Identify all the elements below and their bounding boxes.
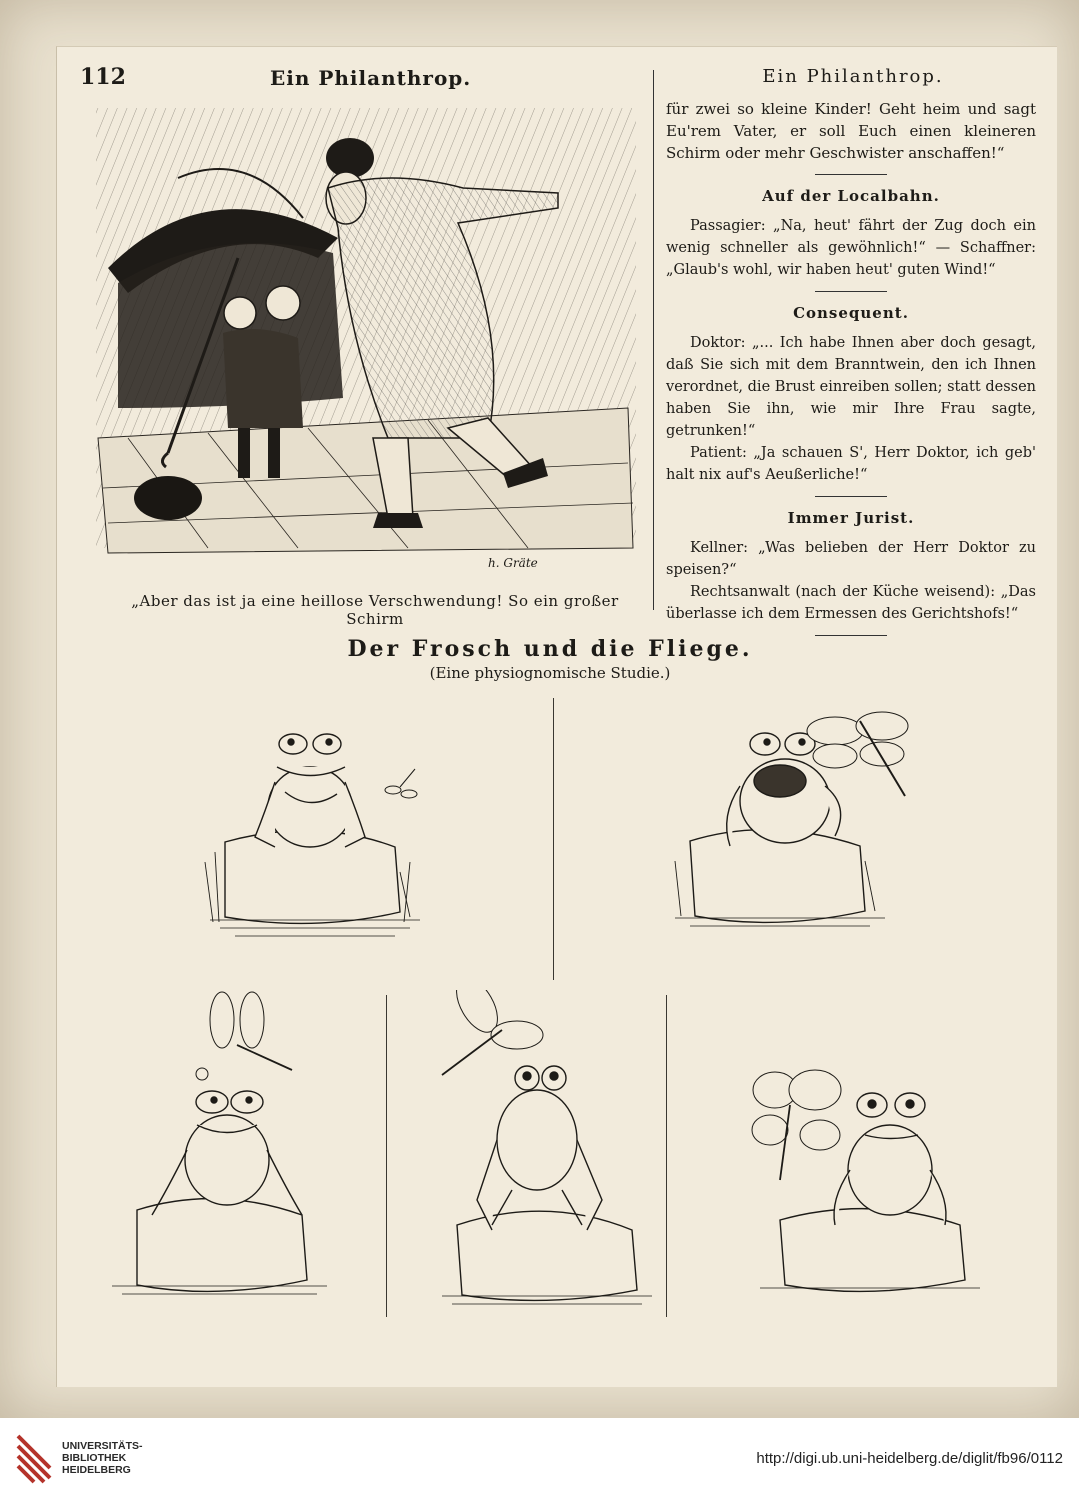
consequent-paragraph-patient: Patient: „Ja schauen S', Herr Doktor, ich geb' halt nix auf's Aeußerliche!“ [666, 445, 1036, 483]
frog-calm-drawing [195, 722, 435, 962]
page-number: 112 [80, 64, 126, 90]
section-rule [815, 496, 887, 497]
frog-watching-drawing [92, 990, 342, 1310]
panel-divider-top [553, 698, 554, 980]
frog-open-mouth-drawing [660, 686, 920, 946]
panel-divider-bottom-left [386, 995, 387, 1317]
continuation-text: für zwei so kleine Kinder! Geht heim und sagt Eu'rem Vater, er soll Euch einen kleineren Schirm oder mehr Geschwister anschaffen!“ [666, 100, 1036, 162]
localbahn-paragraph: Passagier: „Na, heut' fährt der Zug doch ein wenig schneller als gewöhnlich!“ — Schaffner: „Glaub's wohl, wir haben heut' guten Wind!“ [666, 218, 1036, 278]
jurist-paragraph-kellner: Kellner: „Was belieben der Herr Doktor zu speisen?“ [666, 540, 1036, 578]
dragonfly-overhead [196, 992, 292, 1080]
logo-line-2: BIBLIOTHEK [62, 1452, 127, 1464]
section-heading-consequent: Consequent. [793, 304, 909, 322]
jurist-paragraph-rechtsanwalt: Rechtsanwalt (nach der Küche weisend): „Das überlasse ich dem Ermessen des Gerichtshofs!“ [666, 584, 1036, 622]
source-url[interactable]: http://digi.ub.uni-heidelberg.de/diglit/fb96/0112 [756, 1450, 1063, 1467]
library-footer [0, 1418, 1079, 1498]
panel-divider-bottom-right [666, 995, 667, 1317]
frog-panel-4 [432, 990, 662, 1314]
section-rule [815, 291, 887, 292]
frog-looking-up-drawing [432, 990, 662, 1310]
column-divider [653, 70, 654, 610]
artist-signature: h. Gräte [488, 556, 538, 570]
umbrella-scene-drawing [88, 108, 640, 578]
section-heading-localbahn: Auf der Localbahn. [762, 187, 940, 205]
library-logo-text [62, 1440, 143, 1476]
small-fly [385, 769, 417, 798]
frog-panel-1 [195, 722, 435, 966]
frog-section-subtitle: (Eine physiognomische Studie.) [429, 664, 671, 682]
dragonfly-beside [752, 1070, 841, 1180]
section-heading-jurist: Immer Jurist. [787, 509, 915, 527]
frog-panel-5 [740, 1060, 990, 1304]
frog-panel-2 [660, 686, 920, 950]
logo-line-3: HEIDELBERG [62, 1464, 131, 1476]
frog-section-title: Der Frosch und die Fliege. [347, 636, 753, 662]
library-logo-mark [14, 1430, 56, 1486]
right-column-text [666, 98, 1036, 646]
dragonfly-swooping [442, 990, 543, 1075]
illustration-caption: „Aber das ist ja eine heillose Verschwendung! So ein großer Schirm [131, 592, 619, 628]
logo-line-1: UNIVERSITÄTS- [62, 1440, 143, 1452]
left-page-title: Ein Philanthrop. [270, 66, 472, 90]
right-column-title: Ein Philanthrop. [762, 66, 944, 87]
frog-satisfied-drawing [740, 1060, 990, 1300]
consequent-paragraph-doktor: Doktor: „... Ich habe Ihnen aber doch gesagt, daß Sie sich mit dem Branntwein, den ich Ihnen verordnet, die Brust einreiben sollen; statt dessen haben Sie ihn, wie mir Ihre Frau sagte, getrunken!“ [666, 335, 1036, 439]
section-rule [815, 174, 887, 175]
frog-panel-3 [92, 990, 342, 1314]
umbrella-illustration [88, 108, 640, 578]
